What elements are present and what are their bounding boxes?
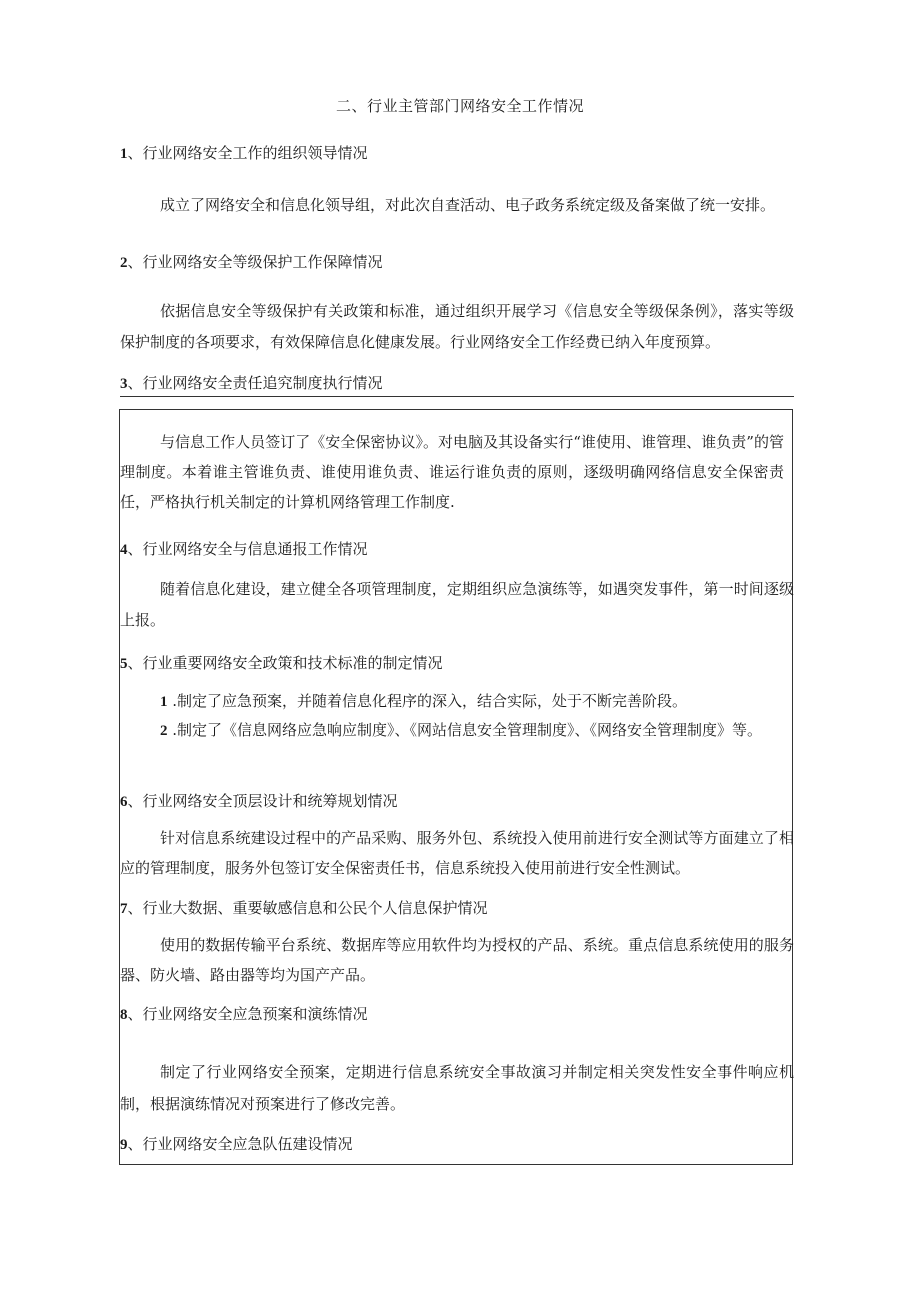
section-paragraph-1: 成立了网络安全和信息化领导组，对此次自查活动、电子政务系统定级及备案做了统一安排。 (160, 196, 776, 214)
section-number: 1 (120, 146, 128, 162)
list-item-2 (120, 716, 794, 745)
section-heading-9 (120, 1133, 353, 1156)
section-heading-text: 、行业网络安全应急预案和演练情况 (127, 1005, 368, 1023)
section-heading-text: 、行业网络安全应急队伍建设情况 (127, 1135, 353, 1153)
content-box (119, 409, 793, 1165)
section-heading-2 (120, 251, 383, 274)
section-paragraph-4: 随着信息化建设，建立健全各项管理制度，定期组织应急演练等，如遇突发事件，第一时间逐级上报。 (120, 580, 794, 629)
section-number: 7 (120, 901, 128, 917)
section-heading-5 (120, 652, 443, 675)
section-heading-text: 、行业网络安全责任追究制度执行情况 (127, 374, 383, 392)
section-heading-text: 、行业大数据、重要敏感信息和公民个人信息保护情况 (127, 899, 488, 917)
section-heading-7 (120, 897, 488, 920)
section-heading-8 (120, 1003, 368, 1026)
section-heading-3 (120, 372, 383, 395)
section-heading-text: 、行业网络安全等级保护工作保障情况 (127, 253, 383, 271)
section-number: 2 (120, 255, 128, 271)
section-number: 6 (120, 794, 128, 810)
page-title: 二、行业主管部门网络安全工作情况 (335, 97, 584, 115)
section-heading-1 (120, 142, 368, 165)
section-heading-6 (120, 790, 398, 813)
section-number: 3 (120, 376, 128, 392)
divider (120, 396, 794, 397)
section-paragraph-8: 制定了行业网络安全预案，定期进行信息系统安全事故演习并制定相关突发性安全事件响应机制，根据演练情况对预案进行了修改完善。 (120, 1063, 794, 1113)
section-paragraph-6: 针对信息系统建设过程中的产品采购、服务外包、系统投入使用前进行安全测试等方面建立了相应的管理制度，服务外包签订安全保密责任书，信息系统投入使用前进行安全性测试。 (120, 829, 794, 877)
section-heading-text: 、行业网络安全工作的组织领导情况 (127, 144, 368, 162)
section-paragraph-7: 使用的数据传输平台系统、数据库等应用软件均为授权的产品、系统。重点信息系统使用的服务器、防火墙、路由器等均为国产产品。 (120, 936, 794, 984)
section-paragraph-3: 与信息工作人员签订了《安全保密协议》。对电脑及其设备实行“谁使用、谁管理、谁负责”的管理制度。本着谁主管谁负责、谁使用谁负责、谁运行谁负责的原则，逐级明确网络信息安全保密责任，严格执行机关制定的计算机网络管理工作制度. (120, 433, 784, 511)
list-text: .制定了《信息网络应急响应制度》、《网站信息安全管理制度》、《网络安全管理制度》等。 (167, 721, 763, 739)
section-number: 9 (120, 1137, 128, 1153)
list-text: .制定了应急预案，并随着信息化程序的深入，结合实际，处于不断完善阶段。 (167, 692, 688, 710)
section-heading-text: 、行业重要网络安全政策和技术标准的制定情况 (127, 654, 443, 672)
section-number: 5 (120, 656, 128, 672)
section-heading-4 (120, 538, 368, 561)
list-item-1 (120, 687, 794, 716)
section-heading-text: 、行业网络安全与信息通报工作情况 (127, 540, 368, 558)
section-paragraph-2: 依据信息安全等级保护有关政策和标准，通过组织开展学习《信息安全等级保条例》，落实等级保护制度的各项要求，有效保障信息化健康发展。行业网络安全工作经费已纳入年度预算。 (120, 302, 794, 351)
list-number: 2 (160, 723, 168, 739)
section-number: 4 (120, 542, 128, 558)
list-number: 1 (160, 694, 168, 710)
section-number: 8 (120, 1007, 128, 1023)
section-heading-text: 、行业网络安全顶层设计和统筹规划情况 (127, 792, 398, 810)
